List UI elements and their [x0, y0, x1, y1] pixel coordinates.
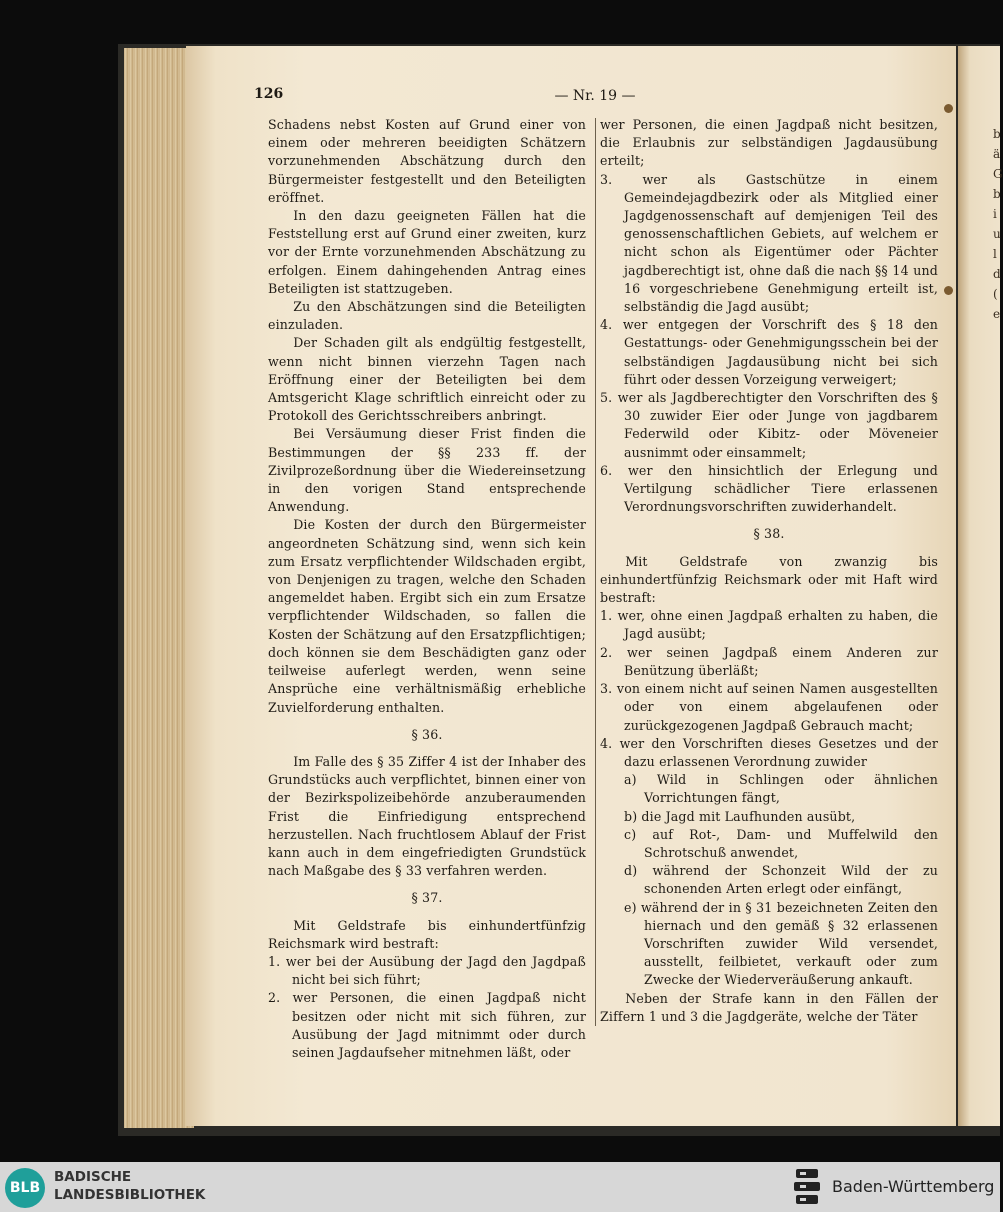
paragraph: Der Schaden gilt als endgültig festgestellt, wenn nicht binnen vierzehn Tagen nach Eröffnung einer der Beteiligten bei dem Amtsgericht Klage schriftlich einreicht oder zu Protokoll des Gerichtsschreibers anbringt. — [268, 335, 586, 424]
page-number: 126 — [254, 86, 284, 102]
library-name[interactable] — [54, 1168, 205, 1204]
paragraph: Zu den Abschätzungen sind die Beteiligten einzuladen. — [268, 299, 586, 333]
issue-header: — Nr. 19 — — [554, 88, 636, 104]
next-page-glyph: b — [993, 187, 1001, 201]
list-item: 3. wer als Gastschütze in einem Gemeindejagdbezirk oder als Mitglied einer Jagdgenossenschaft auf demjenigen Teil des genossenschaftlichen Gebiets, auf welchem er nicht schon als Eigentümer oder Pächter jagdberechtigt ist, ohne daß die nach §§ 14 und 16 vorgeschriebene Genehmigung erteilt ist, selbständig die Jagd ausübt; — [600, 171, 938, 315]
list-item: 4. wer den Vorschriften dieses Gesetzes und der dazu erlassenen Verordnung zuwider — [600, 735, 938, 769]
state-name[interactable]: Baden-Württemberg — [832, 1177, 995, 1196]
baden-wuerttemberg-lions-icon — [790, 1166, 824, 1208]
list-item: 3. von einem nicht auf seinen Namen ausgestellten oder von einem abgelaufenen oder zurückgezogenen Jagdpaß Gebrauch macht; — [600, 681, 938, 733]
paragraph: wer Personen, die einen Jagdpaß nicht besitzen, die Erlaubnis zur selbständigen Jagdausübung erteilt; — [600, 117, 938, 169]
paragraph: Schadens nebst Kosten auf Grund einer von einem oder mehreren beeidigten Schätzern vorzunehmenden Abschätzung durch den Bürgermeister festgestellt und den Beteiligten eröffnet. — [268, 117, 586, 205]
paragraph: Neben der Strafe kann in den Fällen der Ziffern 1 und 3 die Jagdgeräte, welche der Täter — [600, 990, 938, 1024]
paragraph: Mit Geldstrafe bis einhundertfünfzig Reichsmark wird bestraft: — [268, 917, 586, 951]
section-heading: § 37. — [411, 890, 443, 906]
next-page-glyph: e — [993, 307, 1001, 321]
section-heading: § 36. — [411, 726, 443, 742]
paragraph: Die Kosten der durch den Bürgermeister angeordneten Schätzung sind, wenn sich kein zum Ersatz verpflichtender Wildschaden ergibt, von Denjenigen zu tragen, welche den Schaden angemeldet haben. Ergibt sich ein zum Ersatze verpflichtender Wildschaden, so fallen die Kosten der Schätzung auf den Ersatzpflichtigen; doch können sie dem Beschädigten ganz oder teilweise auferlegt werden, wenn seine Ansprüche eine verhältnismäßig erhebliche Zuvielforderung enthalten. — [268, 517, 586, 715]
list-item: 4. wer entgegen der Vorschrift des § 18 den Gestattungs- oder Genehmigungsschein bei der selbständigen Jagdausübung nicht bei sich führt oder dessen Vorzeigung verweigert; — [600, 317, 938, 387]
library-name-line1: BADISCHE — [54, 1169, 132, 1185]
library-name-line2: LANDESBIBLIOTHEK — [54, 1187, 206, 1203]
next-page-glyph: G — [993, 167, 1003, 181]
next-page-fragment — [993, 124, 1001, 324]
list-item: 1. wer bei der Ausübung der Jagd den Jagdpaß nicht bei sich führt; — [268, 953, 586, 988]
next-page-glyph: i — [993, 207, 997, 221]
list-item: 2. wer Personen, die einen Jagdpaß nicht besitzen oder nicht mit sich führen, zur Ausübung der Jagd mitnimmt oder durch seinen Jagdaufseher mitnehmen läßt, oder — [268, 990, 586, 1060]
list-item: 2. wer seinen Jagdpaß einem Anderen zur Benützung überläßt; — [600, 644, 938, 678]
page-edges — [124, 48, 194, 1128]
blb-logo[interactable]: BLB — [5, 1168, 45, 1208]
sub-list-item: d) während der Schonzeit Wild der zu schonenden Arten erlegt oder einfängt, — [624, 863, 938, 897]
list-item: 1. wer, ohne einen Jagdpaß erhalten zu haben, die Jagd ausübt; — [600, 608, 938, 642]
column-divider — [595, 118, 596, 1026]
sub-list-item: e) während der in § 31 bezeichneten Zeiten den hiernach und den gemäß § 32 erlassenen Vorschriften zuwider Wild versendet, ausstellt, feilbietet, verkauft oder zum Zwecke der Wiederveräußerung ankauft. — [624, 899, 938, 988]
sub-list-item: b) die Jagd mit Laufhunden ausübt, — [624, 808, 856, 824]
next-page-glyph: ä — [993, 147, 1001, 161]
paragraph: Im Falle des § 35 Ziffer 4 ist der Inhaber des Grundstücks auch verpflichtet, binnen einer von der Bezirkspolizeibehörde anzuberaumenden Frist die Einfriedigung entsprechend herzustellen. Nach fruchtlosem Ablauf der Frist kann auch in dem eingefriedigten Grundstück nach Maßgabe des § 33 verfahren werden. — [268, 753, 586, 879]
paragraph: In den dazu geeigneten Fällen hat die Feststellung erst auf Grund einer zweiten, kurz vor der Ernte vorzunehmenden Abschätzung zu erfolgen. Einem dahingehenden Antrag eines Beteiligten ist stattzugeben. — [268, 208, 586, 296]
paragraph: Bei Versäumung dieser Frist finden die Bestimmungen der §§ 233 ff. der Zivilprozeßordnung über die Wiedereinsetzung in den vorigen Stand entsprechende Anwendung. — [268, 426, 586, 515]
next-page-glyph: d — [993, 267, 1001, 281]
paragraph: Mit Geldstrafe von zwanzig bis einhundertfünfzig Reichsmark oder mit Haft wird bestraft: — [600, 553, 938, 606]
next-page-glyph: u — [993, 227, 1001, 241]
section-heading: § 38. — [753, 526, 785, 542]
next-page-glyph: l — [993, 247, 997, 261]
binding-hole — [944, 104, 953, 113]
list-item: 6. wer den hinsichtlich der Erlegung und Vertilgung schädlicher Tiere erlassenen Verordnungsvorschriften zuwiderhandelt. — [600, 462, 938, 515]
left-text-column — [268, 116, 586, 1062]
binding-hole — [944, 286, 953, 295]
sub-list-item: a) Wild in Schlingen oder ähnlichen Vorrichtungen fängt, — [624, 772, 938, 806]
list-item: 5. wer als Jagdberechtigter den Vorschriften des § 30 zuwider Eier oder Junge von jagdbarem Federwild oder Kibitz- oder Möveneier ausnimmt oder einsammelt; — [600, 390, 938, 460]
right-text-column — [600, 116, 938, 1026]
next-page-glyph: b — [993, 127, 1001, 141]
sub-list-item: c) auf Rot-, Dam- und Muffelwild den Schrotschuß anwendet, — [624, 826, 938, 860]
next-page-glyph: ( — [993, 287, 998, 301]
